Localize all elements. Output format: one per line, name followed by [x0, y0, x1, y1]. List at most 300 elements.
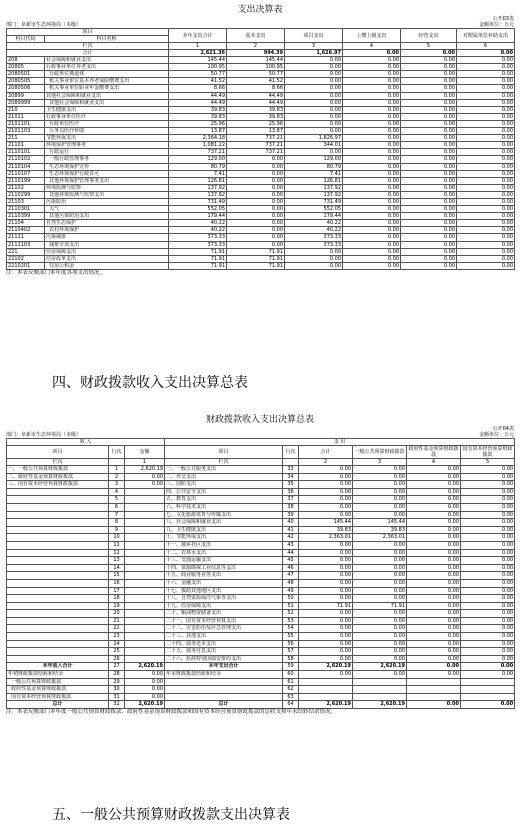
- amount-cell: 0.00: [285, 120, 343, 127]
- income-amount: 2,620.19: [125, 701, 165, 709]
- amount-cell: 0.00: [401, 106, 457, 113]
- expense-amount: 39.83: [299, 526, 353, 534]
- amount-cell: 137.92: [285, 184, 343, 191]
- expense-item: 一、一般公共服务支出: [165, 466, 283, 474]
- expense-item: 十三、交通运输支出: [165, 557, 283, 565]
- expense-amount: 0.00: [407, 526, 461, 534]
- amount-cell: 0.00: [227, 241, 285, 248]
- amount-cell: 0.00: [343, 64, 401, 71]
- subject-name: 住房公积金: [45, 262, 169, 269]
- header-expense-total: 合计: [299, 446, 353, 459]
- income-amount: [125, 640, 165, 648]
- header-income-item: 项目: [7, 446, 109, 459]
- amount-cell: 0.00: [457, 64, 515, 71]
- header-expense: 支 出: [165, 439, 515, 446]
- expense-amount: 0.00: [299, 633, 353, 641]
- table-row: [7, 206, 515, 213]
- expense-amount: 0.00: [353, 610, 407, 618]
- table-row: [7, 693, 515, 701]
- amount-cell: 0.00: [401, 177, 457, 184]
- income-item: [7, 503, 109, 511]
- expense-item: 二十三、其他支出: [165, 633, 283, 641]
- expense-amount: 0.00: [299, 572, 353, 580]
- expense-amount: 0.00: [353, 625, 407, 633]
- expense-row-no: 54: [283, 625, 299, 633]
- subject-name: 大气: [45, 206, 169, 213]
- expense-item: 八、社会保障和就业支出: [165, 519, 283, 527]
- header-lanci: 栏次: [165, 459, 283, 466]
- expense-item: 十五、商业服务业等支出: [165, 572, 283, 580]
- table-row: [7, 99, 515, 106]
- amount-cell: 0.00: [457, 106, 515, 113]
- amount-cell: 0.00: [343, 198, 401, 205]
- expense-amount: 0.00: [461, 663, 515, 671]
- expense-item: 十七、援助其他地区支出: [165, 587, 283, 595]
- expense-amount: [299, 678, 353, 686]
- amount-cell: 8.66: [169, 85, 227, 92]
- expense-amount: 0.00: [461, 648, 515, 656]
- table-row: [7, 663, 515, 671]
- amount-cell: 0.00: [401, 71, 457, 78]
- expense-row-no: 44: [283, 549, 299, 557]
- table1-unit: 金额单位：万元: [478, 22, 514, 28]
- amount-cell: 0.00: [343, 135, 401, 142]
- expense-amount: 0.00: [353, 488, 407, 496]
- amount-cell: 40.22: [285, 227, 343, 234]
- income-row-no: 1: [109, 466, 125, 474]
- expense-amount: 0.00: [299, 557, 353, 565]
- income-row-no: 5: [109, 496, 125, 504]
- subject-name: 行政事业单位医疗: [45, 113, 169, 120]
- expense-amount: 0.00: [407, 595, 461, 603]
- expense-amount: [353, 678, 407, 686]
- amount-cell: 0.00: [457, 85, 515, 92]
- table-row: [7, 595, 515, 603]
- expense-row-no: 42: [283, 534, 299, 542]
- header-code: 科目代码: [7, 36, 45, 43]
- amount-cell: 0.00: [401, 120, 457, 127]
- income-item: [7, 648, 109, 656]
- expense-amount: [461, 678, 515, 686]
- amount-cell: 0.00: [457, 198, 515, 205]
- table-row: [7, 149, 515, 156]
- amount-cell: 0.00: [457, 262, 515, 269]
- header-item: 项目: [7, 29, 169, 36]
- amount-cell: 0.00: [401, 92, 457, 99]
- income-amount: 0.00: [125, 678, 165, 686]
- expense-amount: 0.00: [461, 481, 515, 489]
- expense-item: 年末财政拨款结转和结余: [165, 671, 283, 679]
- amount-cell: 0.00: [285, 92, 343, 99]
- amount-cell: 7.41: [169, 170, 227, 177]
- table-row: [7, 519, 515, 527]
- expense-row-no: 63: [283, 693, 299, 701]
- income-row-no: 20: [109, 610, 125, 618]
- table-row: [7, 85, 515, 92]
- expense-amount: 2,620.19: [299, 701, 353, 709]
- header-expense-row: 行次: [283, 446, 299, 459]
- amount-cell: 100.95: [227, 64, 285, 71]
- amount-cell: 0.00: [401, 156, 457, 163]
- expense-amount: 0.00: [299, 655, 353, 663]
- expense-amount: 0.00: [407, 572, 461, 580]
- expense-amount: [407, 693, 461, 701]
- amount-cell: 0.00: [227, 198, 285, 205]
- amount-cell: 0.00: [227, 213, 285, 220]
- income-row-no: 32: [109, 701, 125, 709]
- amount-cell: 0.00: [227, 206, 285, 213]
- amount-cell: 50.77: [169, 71, 227, 78]
- expense-amount: 0.00: [461, 466, 515, 474]
- amount-cell: 0.00: [227, 227, 285, 234]
- amount-cell: 0.00: [457, 255, 515, 262]
- amount-cell: 0.00: [285, 71, 343, 78]
- income-item: [7, 572, 109, 580]
- subject-code: 2110399: [7, 213, 45, 220]
- expense-row-no: 34: [283, 473, 299, 481]
- expense-amount: [353, 686, 407, 694]
- expense-amount: [461, 686, 515, 694]
- income-amount: [125, 488, 165, 496]
- expense-item: 四、公共安全支出: [165, 488, 283, 496]
- subject-name: 卫生健康支出: [45, 106, 169, 113]
- amount-cell: 0.00: [401, 191, 457, 198]
- table-row: [7, 526, 515, 534]
- amount-cell: 344.01: [285, 142, 343, 149]
- amount-cell: 0.00: [227, 156, 285, 163]
- expense-amount: 0.00: [353, 648, 407, 656]
- income-item: [7, 488, 109, 496]
- col-num: 3: [353, 459, 407, 466]
- income-item: [7, 610, 109, 618]
- income-amount: [125, 511, 165, 519]
- expense-amount: 0.00: [407, 671, 461, 679]
- expense-amount: 0.00: [461, 671, 515, 679]
- expense-row-no: 61: [283, 678, 299, 686]
- expense-amount: 0.00: [353, 640, 407, 648]
- amount-cell: 373.33: [285, 234, 343, 241]
- amount-cell: 0.00: [401, 234, 457, 241]
- amount-cell: 137.92: [285, 191, 343, 198]
- expense-item: 六、科学技术支出: [165, 503, 283, 511]
- expense-amount: 0.00: [461, 655, 515, 663]
- income-amount: 0.00: [125, 671, 165, 679]
- amount-cell: 71.91: [169, 248, 227, 255]
- expense-amount: 0.00: [299, 541, 353, 549]
- table-row: [7, 241, 515, 248]
- income-item: [7, 640, 109, 648]
- amount-cell: 40.22: [169, 220, 227, 227]
- income-amount: 0.00: [125, 693, 165, 701]
- subject-code: 2080506: [7, 85, 45, 92]
- table-row: [7, 106, 515, 113]
- amount-cell: 100.95: [169, 64, 227, 71]
- income-item: [7, 579, 109, 587]
- subject-name: 其他社会保障和就业支出: [45, 92, 169, 99]
- amount-cell: 0.00: [227, 220, 285, 227]
- amount-cell: 0.00: [401, 149, 457, 156]
- expense-item: 十八、自然资源海洋气象等支出: [165, 595, 283, 603]
- table2-note: 注：本表反映部门本年度一般公共预算财政拨款、政府性基金预算财政拨款和国有资本经营预算财政拨款的总收支和年末结转结余情况。: [6, 709, 337, 715]
- expense-amount: 0.00: [461, 572, 515, 580]
- expense-amount: 71.91: [353, 602, 407, 610]
- table-row: [7, 633, 515, 641]
- income-item: 政府性基金预算财政拨款: [7, 686, 109, 694]
- total-cell: 994.39: [227, 50, 285, 57]
- header-fund: 政府性基金预算财政拨款: [408, 446, 459, 458]
- income-row-no: 21: [109, 617, 125, 625]
- expense-amount: 0.00: [299, 549, 353, 557]
- income-row-no: 4: [109, 488, 125, 496]
- amount-cell: 71.91: [227, 262, 285, 269]
- amount-cell: 0.00: [343, 71, 401, 78]
- subject-code: 20805: [7, 64, 45, 71]
- expense-amount: 0.00: [407, 625, 461, 633]
- amount-cell: 126.81: [169, 177, 227, 184]
- income-amount: [125, 534, 165, 542]
- table-row: [7, 135, 515, 142]
- table-row: [7, 64, 515, 71]
- amount-cell: 39.83: [169, 106, 227, 113]
- amount-cell: 0.00: [285, 248, 343, 255]
- subject-code: 21111: [7, 234, 45, 241]
- amount-cell: 0.00: [227, 177, 285, 184]
- expense-amount: 0.00: [407, 466, 461, 474]
- expense-amount: 0.00: [461, 633, 515, 641]
- subject-code: 21103: [7, 198, 45, 205]
- income-item: 一般公共预算财政拨款: [7, 678, 109, 686]
- subject-name: 行政单位医疗: [45, 120, 169, 127]
- table-row: [7, 701, 515, 709]
- amount-cell: 137.92: [169, 191, 227, 198]
- table-row: [7, 473, 515, 481]
- total-cell: 2,621.36: [169, 50, 227, 57]
- amount-cell: 0.00: [457, 78, 515, 85]
- table-row: [7, 156, 515, 163]
- amount-cell: 0.00: [343, 170, 401, 177]
- expense-row-no: 64: [283, 701, 299, 709]
- amount-cell: 80.79: [169, 163, 227, 170]
- amount-cell: 0.00: [285, 149, 343, 156]
- expense-amount: 0.00: [299, 610, 353, 618]
- amount-cell: 0.00: [457, 128, 515, 135]
- income-row-no: 6: [109, 503, 125, 511]
- expense-item: 七、文化旅游体育与传媒支出: [165, 511, 283, 519]
- income-item: [7, 625, 109, 633]
- table-row: [7, 488, 515, 496]
- amount-cell: 80.79: [285, 163, 343, 170]
- expense-amount: 0.00: [461, 488, 515, 496]
- expense-amount: [353, 693, 407, 701]
- amount-cell: 44.49: [169, 99, 227, 106]
- amount-cell: 737.21: [227, 149, 285, 156]
- amount-cell: 145.44: [169, 57, 227, 64]
- amount-cell: 0.00: [457, 120, 515, 127]
- expense-amount: 0.00: [353, 579, 407, 587]
- amount-cell: 0.00: [401, 135, 457, 142]
- amount-cell: 0.00: [457, 227, 515, 234]
- expense-amount: 0.00: [353, 655, 407, 663]
- subject-code: 2110104: [7, 163, 45, 170]
- amount-cell: 44.49: [227, 92, 285, 99]
- amount-cell: 0.00: [457, 57, 515, 64]
- expense-row-no: 55: [283, 633, 299, 641]
- amount-cell: 373.33: [169, 241, 227, 248]
- income-amount: 0.00: [125, 481, 165, 489]
- expense-amount: 0.00: [353, 511, 407, 519]
- amount-cell: 731.49: [169, 198, 227, 205]
- subject-code: 208: [7, 57, 45, 64]
- expense-item: 二十一、国有资本经营预算支出: [165, 617, 283, 625]
- col-num: 1: [169, 43, 227, 50]
- section-heading-4: 四、财政拨款收入支出决算总表: [52, 375, 248, 391]
- table-row: [7, 678, 515, 686]
- expense-item: 十六、金融支出: [165, 579, 283, 587]
- expense-row-no: 43: [283, 541, 299, 549]
- expense-amount: 0.00: [407, 663, 461, 671]
- amount-cell: 0.00: [401, 213, 457, 220]
- income-amount: [125, 503, 165, 511]
- amount-cell: 0.00: [401, 113, 457, 120]
- subject-name: 生态环境保护行政许可: [45, 170, 169, 177]
- amount-cell: 737.21: [169, 149, 227, 156]
- subject-name: 住房改革支出: [45, 255, 169, 262]
- table-row: [7, 78, 515, 85]
- income-row-no: 26: [109, 655, 125, 663]
- amount-cell: 0.00: [343, 92, 401, 99]
- amount-cell: 44.49: [169, 92, 227, 99]
- table-row: [7, 587, 515, 595]
- expense-amount: 0.00: [407, 648, 461, 656]
- expense-item: 十九、住房保障支出: [165, 602, 283, 610]
- amount-cell: 0.00: [285, 128, 343, 135]
- table1-note: 注：本表反映部门本年度各项支出情况。: [6, 269, 106, 276]
- col-num: 2: [299, 459, 353, 466]
- expense-amount: 0.00: [461, 595, 515, 603]
- expense-amount: 0.00: [299, 488, 353, 496]
- expense-amount: 0.00: [407, 496, 461, 504]
- header-basic: 基本支出: [227, 29, 285, 43]
- subject-code: 2110301: [7, 206, 45, 213]
- amount-cell: 0.00: [343, 128, 401, 135]
- amount-cell: 0.00: [401, 227, 457, 234]
- income-row-no: 2: [109, 473, 125, 481]
- expense-amount: 0.00: [461, 587, 515, 595]
- expense-row-no: 36: [283, 488, 299, 496]
- table-row: [7, 466, 515, 474]
- expense-amount: 0.00: [407, 557, 461, 565]
- expense-amount: 0.00: [353, 503, 407, 511]
- income-amount: 2,620.19: [125, 663, 165, 671]
- expense-item: 总计: [165, 701, 283, 709]
- expense-amount: 0.00: [353, 617, 407, 625]
- expense-amount: 0.00: [353, 564, 407, 572]
- expense-amount: 0.00: [299, 511, 353, 519]
- income-item: [7, 564, 109, 572]
- expense-amount: 71.91: [299, 602, 353, 610]
- income-row-no: 14: [109, 564, 125, 572]
- amount-cell: 0.00: [457, 241, 515, 248]
- income-item: 年初财政拨款结转和结余: [7, 671, 109, 679]
- expense-amount: 0.00: [461, 519, 515, 527]
- col-num: 1: [125, 459, 165, 466]
- header-capital: 国有资本经营预算财政拨款: [461, 446, 515, 459]
- subject-code: 2110101: [7, 149, 45, 156]
- amount-cell: 0.00: [343, 213, 401, 220]
- col-num: 4: [407, 459, 461, 466]
- amount-cell: 0.00: [227, 191, 285, 198]
- col-num: 6: [457, 43, 515, 50]
- income-item: 二、政府性基金预算财政拨款: [7, 473, 109, 481]
- amount-cell: 0.00: [457, 184, 515, 191]
- income-item: [7, 595, 109, 603]
- expense-amount: 0.00: [299, 648, 353, 656]
- table-row: [7, 671, 515, 679]
- expense-amount: 0.00: [461, 701, 515, 709]
- expense-item: 十、节能环保支出: [165, 534, 283, 542]
- header-project: 项目支出: [285, 29, 343, 43]
- expense-amount: 0.00: [407, 602, 461, 610]
- amount-cell: 0.00: [227, 170, 285, 177]
- subject-name: 减排专项支出: [45, 241, 169, 248]
- amount-cell: 0.00: [401, 163, 457, 170]
- amount-cell: 0.00: [401, 99, 457, 106]
- expense-amount: 145.44: [299, 519, 353, 527]
- amount-cell: 0.00: [457, 149, 515, 156]
- subject-name: 住房保障支出: [45, 248, 169, 255]
- income-row-no: 13: [109, 557, 125, 565]
- expense-row-no: 45: [283, 557, 299, 565]
- table-row: [7, 71, 515, 78]
- income-row-no: 7: [109, 511, 125, 519]
- amount-cell: 0.00: [343, 142, 401, 149]
- amount-cell: 0.00: [457, 170, 515, 177]
- expense-item: 三、国防支出: [165, 481, 283, 489]
- total-cell: 0.00: [401, 50, 457, 57]
- expense-amount: 0.00: [407, 473, 461, 481]
- income-row-no: 17: [109, 587, 125, 595]
- expense-item: 二十四、债务还本支出: [165, 640, 283, 648]
- income-row-no: 28: [109, 671, 125, 679]
- expense-amount: 0.00: [461, 511, 515, 519]
- amount-cell: 39.83: [227, 106, 285, 113]
- amount-cell: 0.00: [343, 220, 401, 227]
- income-item: [7, 496, 109, 504]
- income-row-no: 12: [109, 549, 125, 557]
- expense-amount: 0.00: [353, 496, 407, 504]
- col-num: 4: [343, 43, 401, 50]
- header-lanci: 栏次: [7, 459, 109, 466]
- table2-form-no: 公开04表: [492, 426, 514, 432]
- income-amount: [125, 526, 165, 534]
- subject-name: 节能环保支出: [45, 135, 169, 142]
- subject-name: 污染减排: [45, 234, 169, 241]
- amount-cell: 0.00: [285, 99, 343, 106]
- income-amount: [125, 541, 165, 549]
- expense-amount: 0.00: [407, 617, 461, 625]
- amount-cell: 0.00: [401, 64, 457, 71]
- subject-code: 21011: [7, 113, 45, 120]
- expense-amount: 0.00: [353, 587, 407, 595]
- amount-cell: 0.00: [401, 78, 457, 85]
- amount-cell: 0.00: [343, 163, 401, 170]
- expense-amount: 0.00: [353, 549, 407, 557]
- amount-cell: 13.87: [227, 128, 285, 135]
- income-amount: 0.00: [125, 686, 165, 694]
- table2-unit: 金额单位：万元: [478, 432, 514, 438]
- amount-cell: 0.00: [285, 57, 343, 64]
- table-row: [7, 534, 515, 542]
